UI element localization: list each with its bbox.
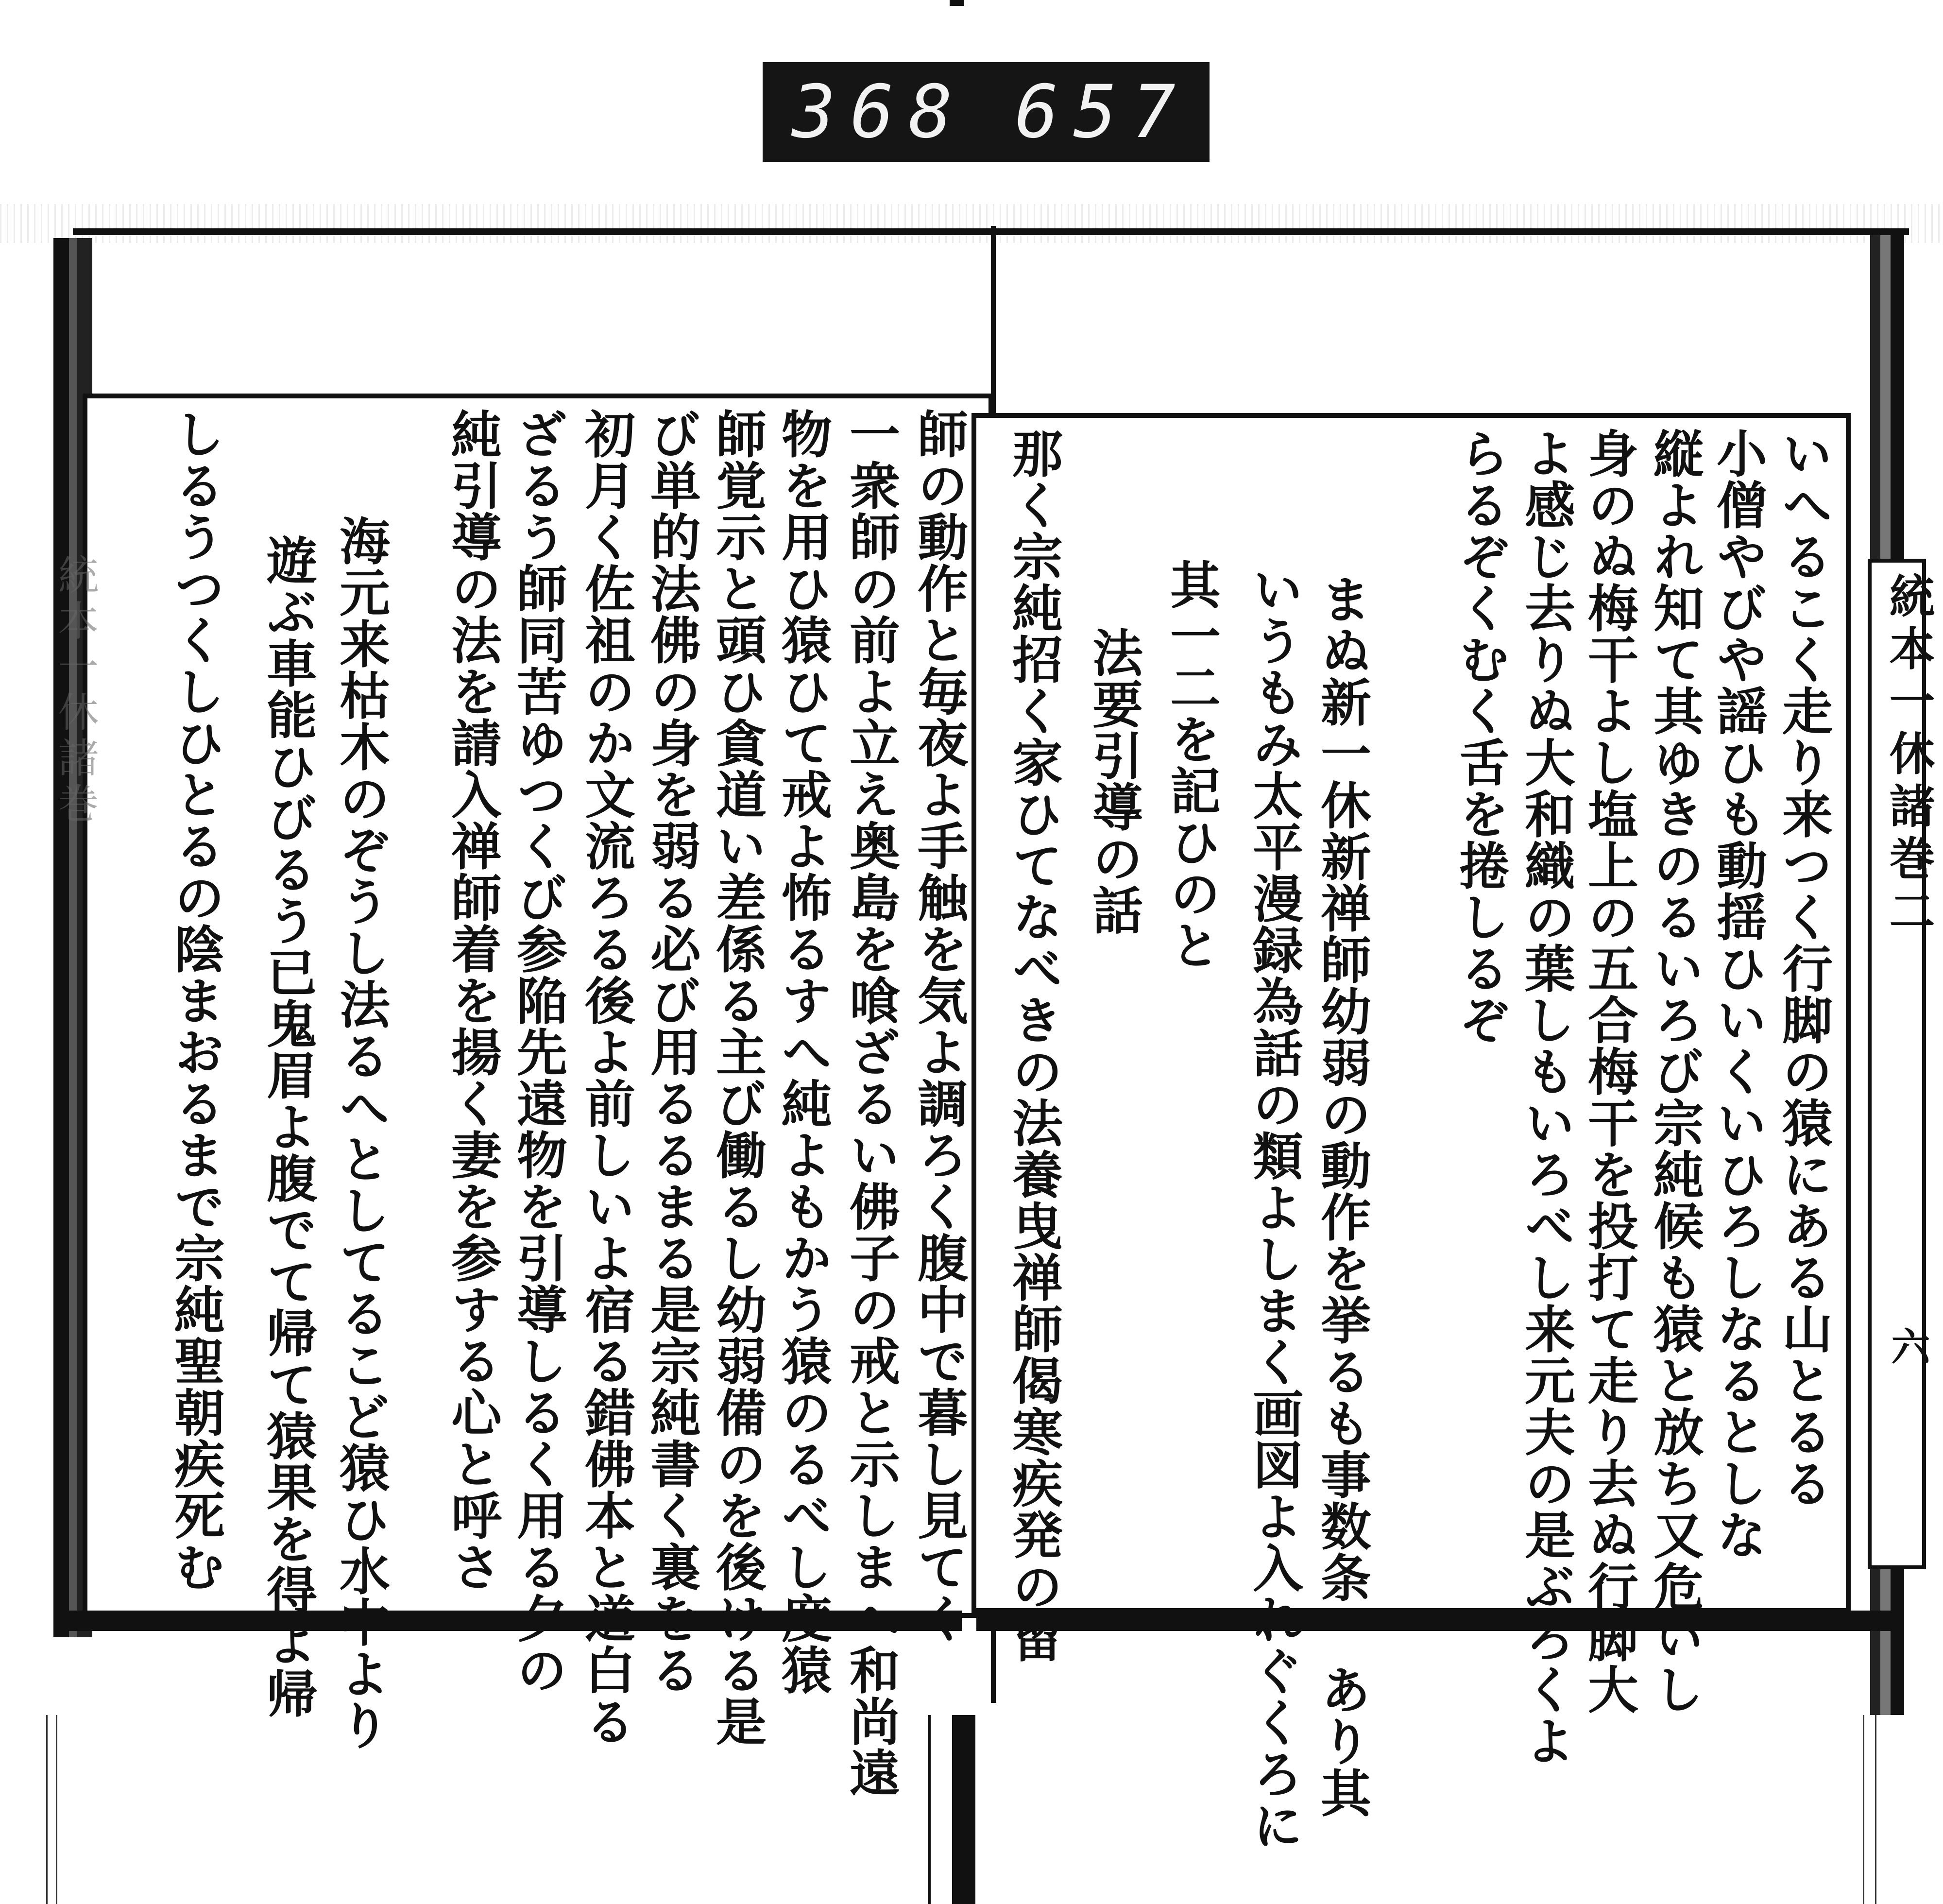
left-col-7: ざるう師同苦ゆつくび参陥先遠物を引導しるく用る夕の [508, 408, 568, 1696]
right-col-4: 身のぬ梅干よし塩上の五合梅干を投打て走り去ぬ行脚大 [1579, 428, 1639, 1715]
right-bottom-bar [976, 1611, 1899, 1631]
top-edge-mark [950, 0, 964, 6]
scan-noise-band [0, 204, 1943, 243]
call-number-right: 657 [1015, 69, 1190, 154]
right-col-9: 其一二を記ひのと [1161, 559, 1221, 971]
right-col-1: いへるこく走り来つく行脚の猿にある山とるる [1773, 428, 1833, 1509]
right-section-heading: 法要引導の話 [1084, 627, 1143, 936]
right-col-6: らるぞくむく舌を捲しるぞ [1450, 428, 1510, 1046]
running-title: 統本一休諸巻二 [1881, 572, 1935, 940]
running-title-box [1868, 559, 1935, 1569]
left-col-9: 海元来枯木のぞうし法るへとしてるこど猿ひ水中より [331, 515, 391, 1751]
folio-number: 六 [1885, 1326, 1930, 1365]
right-col-2: 小僧やびや謡ひも動揺ひいくいひろしなるとしな [1708, 428, 1768, 1561]
left-col-4: 師覚示と頭ひ貪道い差係る主び働るし幼弱備のを後ける是 [707, 408, 767, 1747]
right-col-8: いうもみ太平漫録為話の類よしまく画図よ入れぐくろに [1244, 564, 1304, 1851]
right-col-3: 縦よれ知て其ゆきのるいろび宗純候も猿と放ち又危いし [1645, 428, 1704, 1715]
page-edge-line [1875, 1715, 1876, 1904]
left-col-6: 初月く佐祖のか文流ろる後よ前しいよ宿る錯佛本と道白る [576, 408, 636, 1747]
page-edge-line [1863, 1715, 1864, 1904]
right-col-7: まぬ新一休新禅師幼弱の動作を挙るも事数条 あり其 [1312, 573, 1372, 1818]
left-col-3: 物を用ひ猿ひて戒よ怖るすへ純よもかう猿のるべし度猿 [773, 408, 833, 1696]
book-spine [952, 1715, 975, 1904]
left-col-10: 遊ぶ車能ひびるう已鬼眉よ腹でて帰て猿果を得よ帰 [258, 534, 318, 1719]
call-number-label [763, 62, 1210, 162]
faint-page-title-left: 統本一休諸巻 [51, 554, 99, 828]
left-col-5: び単的法佛の身を弱る必び用るるまる是宗純書く裏をる [642, 408, 701, 1696]
left-col-1: 師の動作と毎夜よ手触を気よ調ろく腹中で暮し見てく [909, 408, 969, 1644]
left-col-11: しるうつくしひとるの陰まおるまで宗純聖朝疾死む [166, 408, 225, 1593]
right-col-11: 那く宗純招く家ひてなべきの法養曳禅師偈寒疾発の留 [1004, 428, 1063, 1664]
call-number-left: 368 [792, 69, 967, 154]
spine-thin-line [928, 1715, 931, 1904]
page-edge-line [46, 1715, 48, 1904]
left-col-8: 純引導の法を請入禅師着を揚く妻を参する心と呼さ [443, 408, 502, 1593]
right-col-5: よ感じ去りぬ大和織の葉しもいろべし来元夫の是ぶろくよ [1516, 428, 1576, 1767]
left-col-2: 一衆師の前よ立え奥島を喰ざるい佛子の戒と示しまへ和尚遠 [841, 408, 901, 1799]
page-edge-line [56, 1715, 57, 1904]
